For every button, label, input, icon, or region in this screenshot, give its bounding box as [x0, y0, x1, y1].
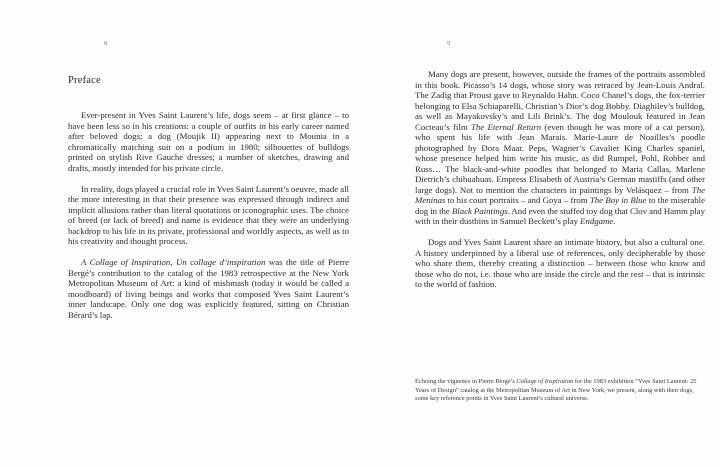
text-segment: Dogs and Yves Saint Laurent share an intimate history, but also a cultural one. A history underpinned by a liberal use of references, only decipherable by those who share them, thereby creating a distinction – between those who know and those who do not, i.e. those who are inside the circle and the rest – that is intrinsic to the world of fashion.	[415, 237, 705, 289]
paragraph	[68, 110, 349, 173]
text-segment: (even though he was more of a cat person), who spent his life with Jean Marais. Marie-Laure de Noailles’s poodle photographed by Dora Maar. Peps, Wagner’s Cavalier King Charles spaniel, whose presence helped him write his music, as did Rumpel, Pohl, Robber and Russ… The black-and-white poodles that belonged to Maria Callas, Marlene Dietrich’s chihuahuas. Empress Elisabeth of Austria’s German mastiffs (and other large dogs). Not to mention the characters in paintings by Velásquez – from	[415, 121, 705, 195]
text-segment: to his court portraits – and Goya – from	[445, 195, 590, 205]
preface-heading: Preface	[68, 75, 101, 86]
italic-text-segment: The Eternal Return	[470, 121, 542, 132]
text-segment: Ever-present in Yves Saint Laurent’s life, dogs seem – at first glance – to have been less so in his creations: a couple of outfits in his early career named after beloved dogs; a dog (Moujik II) appearing next to Mounia in a chromatically matching suit on a podium in 1980; silhouettes of bulldogs printed on stylish Rive Gauche dresses; a number of sketches, drawing and drafts, mostly intended for his private circle.	[68, 110, 349, 173]
paragraph	[415, 237, 705, 290]
italic-text-segment: Black Paintings	[451, 205, 508, 216]
paragraph	[68, 257, 349, 320]
text-segment: to the miserable dog in the	[415, 195, 705, 216]
left-page-body	[68, 110, 349, 331]
page-number-left: 8	[104, 40, 108, 47]
page-number-right: 9	[447, 40, 451, 47]
paragraph	[68, 184, 349, 247]
text-segment: Many dogs are present, however, outside the frames of the portraits assembled in this book. Picasso’s 14 dogs, whose story was retraced by Jean-Louis Andral. The Zadig that Proust gave to Reynaldo Hahn. Coco Chanel’s dogs, the fox-terrier belonging to Elsa Schiaparelli, Christian’s Dior’s dog Bobby. Diaghilev’s bulldog, as well as Mayakovsky’s and Lili Brink’s. The dog Moulouk featured in Jean Cocteau’s film	[415, 69, 705, 132]
paragraph	[415, 69, 705, 227]
right-page-body	[415, 69, 705, 300]
italic-text-segment: The Meninas	[415, 184, 705, 205]
text-segment: Echoing the vignettes in Pierre Bergé’s	[415, 378, 517, 385]
text-segment: In reality, dogs played a crucial role in Yves Saint Laurent’s oeuvre, made all the more interesting in that their presence was expressed through indirect and implicit allusions rather than literal quotations or iconographic uses. The choice of breed (or lack of breed) and name is evidence that they were an underlying backdrop to his life in its private, professional and worldly aspects, as well as to his creativity and thought process.	[68, 183, 349, 246]
text-segment: .	[613, 216, 616, 226]
text-segment: was the title of Pierre Bergé’s contribution to the catalog of the 1983 retrospective at the New York Metropolitan Museum of Art: a kind of mishmash (today it would be called a moodboard) of living beings and works that composed Yves Saint Laurent’s inner landscape. Only one dog was explicitly featured, sitting on Christian Bérard’s lap.	[68, 257, 350, 320]
italic-text-segment: A Collage of Inspiration, Un collage d’inspiration	[81, 257, 266, 267]
italic-text-segment: Endgame	[580, 216, 614, 226]
italic-text-segment: The Boy in Blue	[589, 195, 647, 205]
italic-text-segment: Collage of Inspiration	[516, 378, 574, 385]
footnote	[415, 378, 701, 404]
text-segment: . And even the stuffed toy dog that Clov and Hamm play with in their dustbins in Samuel Beckett’s play	[415, 205, 705, 226]
text-segment: for the 1983 exhibition “Yves Saint Laurent: 25 Years of Design” catalog at the Metropolitan Museum of Art in New York, we present, along with their dogs, some key reference points in Yves Saint Laurent’s cultural universe.	[415, 378, 697, 403]
